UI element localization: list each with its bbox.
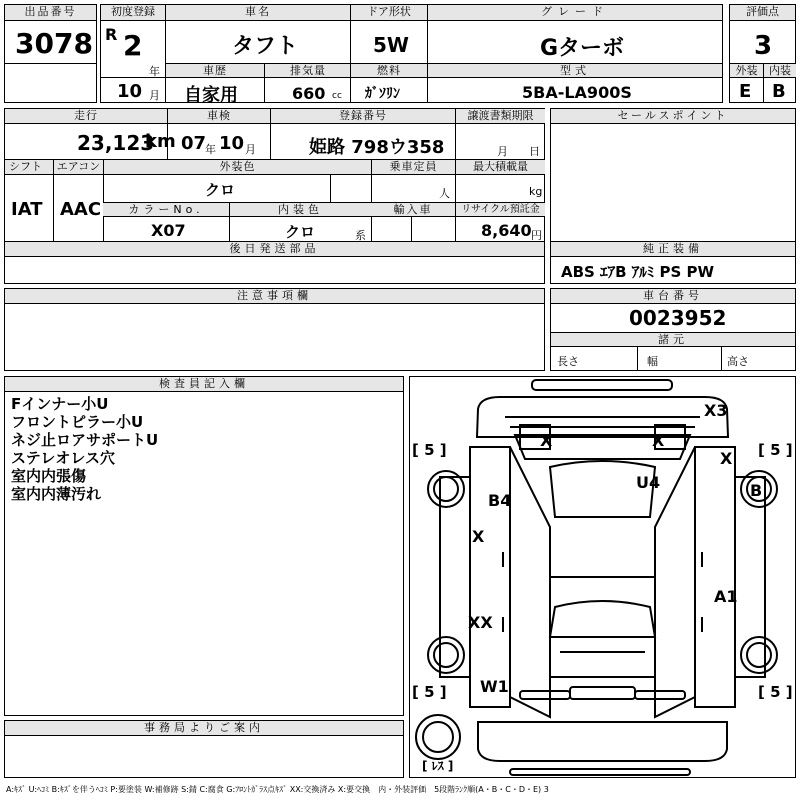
mark-right-front: X	[720, 449, 733, 468]
max-load-unit: kg	[529, 185, 543, 198]
legend: A:ｷｽﾞ U:ﾍｺﾐ B:ｷｽﾞを伴うﾍｺﾐ P:要塗装 W:補修跡 S:錆 C:腐食 G:ﾌﾛﾝﾄｶﾞﾗｽ点ｷｽﾞ XX:交換済み X:要交換 内・外装評価 5段階ﾗﾝｸ順(A・B・C・D・E) 3	[6, 785, 549, 794]
car-diagram	[409, 376, 796, 778]
note-line: 室内内薄汚れ	[11, 485, 102, 503]
int-color-label: 内装色	[229, 202, 371, 217]
score-box	[729, 4, 796, 103]
chassis-label: 車台番号	[551, 289, 795, 304]
inspection-year: 07	[181, 133, 207, 154]
history-value: 自家用	[184, 85, 238, 106]
note-line: 室内内張傷	[11, 467, 87, 485]
ext-color-value: クロ	[205, 181, 236, 199]
mark-tire-front-right: B	[750, 481, 763, 500]
import-label: 輸入車	[371, 202, 455, 217]
sales-box	[550, 108, 796, 284]
first-reg-month-unit: 月	[149, 89, 160, 102]
recycle-value: 8,640	[481, 221, 532, 240]
grade-value: Gターボ	[540, 36, 625, 61]
tire-tr: [ 5 ]	[758, 441, 793, 459]
int-color-value: クロ	[285, 223, 316, 241]
dims-width: 幅	[647, 355, 658, 368]
capacity-unit: 人	[439, 187, 450, 200]
first-reg-box	[100, 4, 166, 103]
fuel-value: ｶﾞｿﾘﾝ	[365, 86, 400, 102]
chassis-value: 0023952	[629, 306, 727, 330]
recycle-label: リサイクル預託金	[455, 202, 545, 217]
model-value: 5BA-LA900S	[522, 83, 632, 102]
dims-height: 高さ	[727, 355, 749, 368]
lot-box	[4, 4, 97, 103]
displacement-unit: cc	[332, 91, 342, 101]
office-label: 事務局よりご案内	[5, 721, 403, 736]
reg-no-value: 姫路 798ウ358	[309, 137, 445, 158]
mileage-value: 23,123	[77, 131, 155, 155]
chassis-box	[550, 288, 796, 371]
door-box	[350, 4, 428, 103]
mileage-label: 走行	[5, 109, 167, 124]
inspector-box	[4, 376, 404, 716]
first-reg-year-unit: 年	[149, 65, 160, 78]
fuel-label: 燃料	[351, 64, 427, 78]
later-parts-label: 後日発送部品	[5, 242, 544, 257]
aircon-value: AAC	[60, 199, 102, 220]
grade-label: グレード	[428, 5, 722, 21]
first-reg-month: 10	[117, 81, 143, 102]
int-score-value: B	[772, 81, 786, 102]
note-line: ステレオレス穴	[11, 449, 115, 467]
office-box	[4, 720, 404, 778]
mileage-unit: km	[145, 131, 176, 152]
first-reg-era: R	[105, 25, 118, 44]
ext-score-label: 外装	[730, 64, 763, 78]
transfer-day-unit: 日	[529, 145, 540, 158]
lot-label: 出品番号	[5, 5, 96, 21]
inspector-label: 検査員記入欄	[5, 377, 403, 392]
mark-left-front-door: X	[472, 527, 485, 546]
int-score-label: 内装	[763, 64, 796, 78]
info-box	[4, 108, 545, 284]
displacement-label: 排気量	[264, 64, 351, 78]
car-name: タフト	[232, 34, 299, 59]
caution-box	[4, 288, 545, 371]
transfer-label: 譲渡書類期限	[455, 109, 545, 124]
tire-tl: [ 5 ]	[412, 441, 447, 459]
model-label: 型式	[428, 64, 722, 78]
mark-xx: XX	[468, 613, 493, 632]
tire-bl: [ 5 ]	[412, 683, 447, 701]
sales-points-label: セールスポイント	[551, 109, 795, 124]
caution-label: 注意事項欄	[5, 289, 544, 304]
car-name-box	[165, 4, 351, 106]
car-name-label: 車名	[166, 5, 350, 21]
genuine-label: 純正装備	[551, 242, 795, 257]
mark-a1: A1	[714, 587, 738, 606]
max-load-label: 最大積載量	[455, 160, 545, 175]
first-reg-year: 2	[123, 29, 143, 62]
aircon-label: エアコン	[53, 160, 103, 175]
shift-label: シフト	[5, 160, 53, 175]
transfer-month-unit: 月	[497, 145, 508, 158]
displacement-value: 660	[292, 84, 326, 103]
door-value: 5W	[373, 33, 409, 57]
car-outline	[410, 377, 795, 777]
recycle-unit: 円	[531, 229, 542, 242]
spare-tire: [ ﾚｽ ]	[422, 759, 454, 773]
history-label: 車歴	[166, 64, 264, 78]
inspection-year-unit: 年	[205, 143, 216, 156]
mark-front-glass-left: X	[540, 431, 553, 450]
tire-br: [ 5 ]	[758, 683, 793, 701]
shift-value: IAT	[11, 199, 43, 220]
inspection-month-unit: 月	[245, 143, 256, 156]
lot-number: 3078	[15, 27, 93, 60]
ext-score-value: E	[739, 81, 752, 102]
mark-u4: U4	[636, 473, 661, 492]
mark-front-glass-right: X	[652, 431, 665, 450]
dims-length: 長さ	[557, 355, 579, 368]
genuine-value: ABS ｴｱB ｱﾙﾐ PS PW	[561, 263, 715, 281]
mark-x3: X3	[704, 401, 728, 420]
door-label: ドア形状	[351, 5, 427, 21]
mark-b4: B4	[488, 491, 512, 510]
grade-box	[427, 4, 723, 103]
first-reg-label: 初度登録	[101, 5, 165, 21]
note-line: Fインナー小U	[11, 395, 109, 413]
inspection-month: 10	[219, 133, 245, 154]
inspection-label: 車検	[167, 109, 270, 124]
score-label: 評価点	[730, 5, 795, 21]
capacity-label: 乗車定員	[371, 160, 455, 175]
color-no-value: X07	[151, 221, 186, 240]
score-value: 3	[754, 31, 773, 61]
note-line: フロントピラー小U	[11, 413, 144, 431]
dims-label: 諸元	[551, 332, 795, 347]
note-line: ネジ止ロアサポートU	[11, 431, 159, 449]
color-no-label: カラーNo.	[103, 202, 229, 217]
ext-color-label: 外装色	[103, 160, 371, 175]
reg-no-label: 登録番号	[270, 109, 455, 124]
int-color-unit: 系	[355, 229, 366, 242]
mark-w1: W1	[480, 677, 509, 696]
